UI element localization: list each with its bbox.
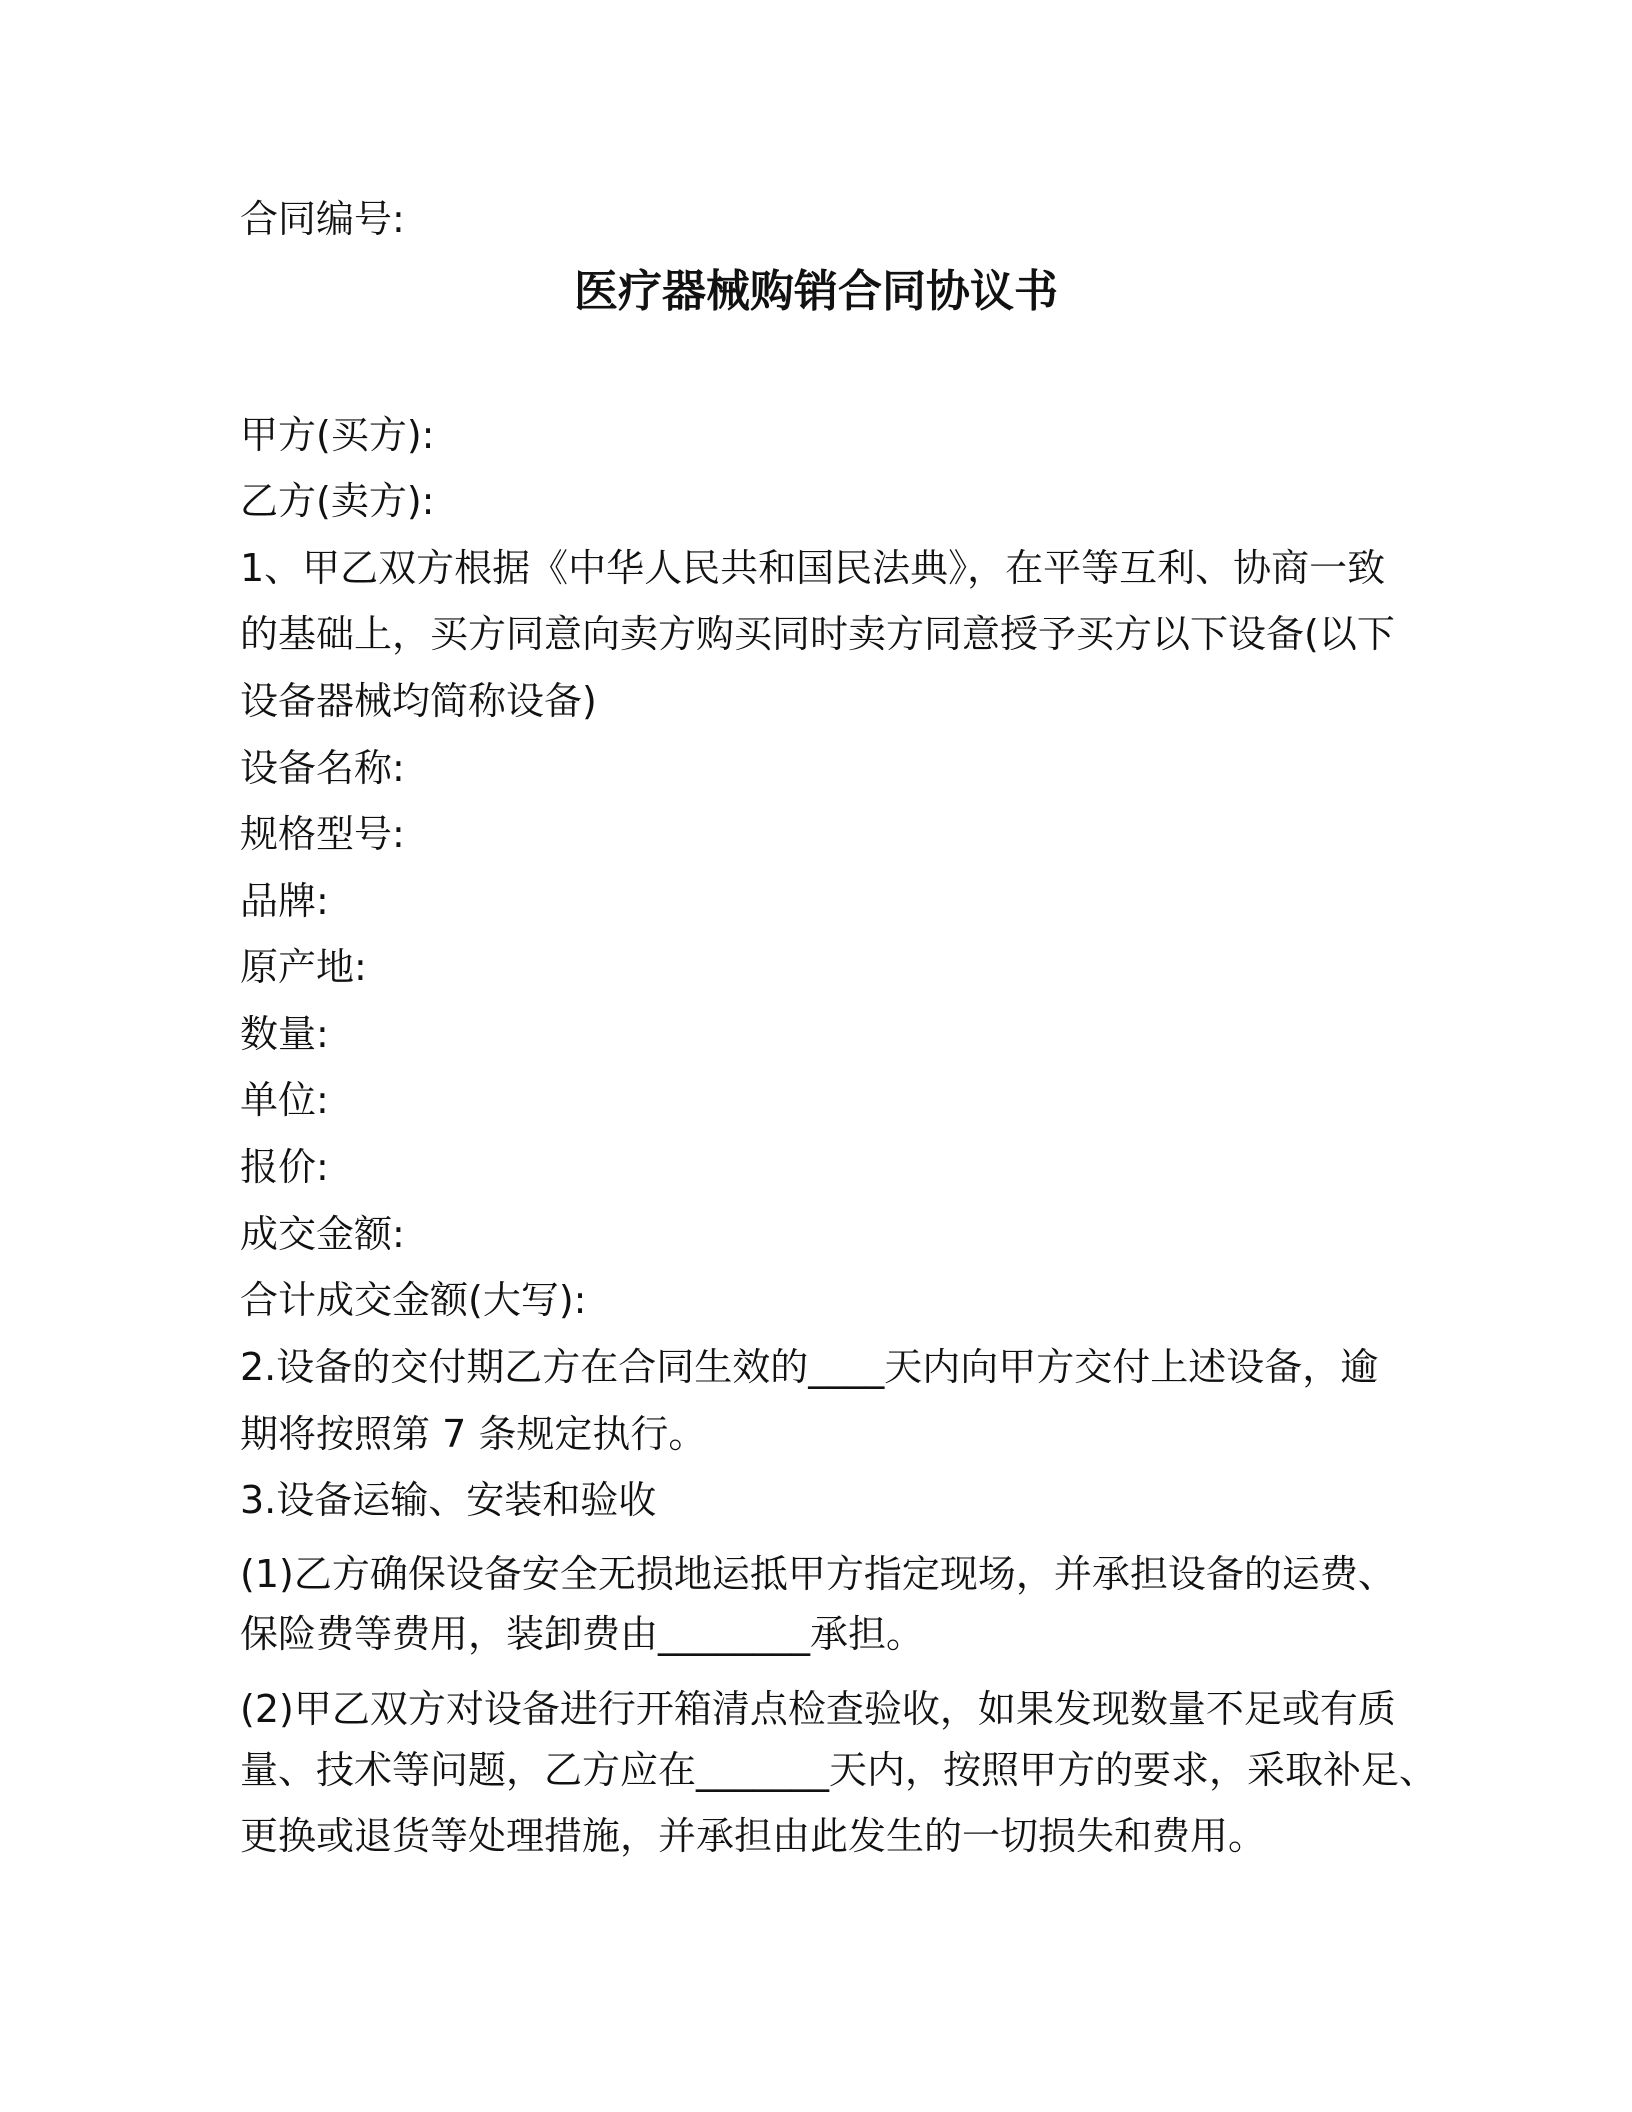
party-b-label: 乙方(卖方): (240, 479, 435, 523)
document-title: 医疗器械购销合同协议书 (574, 266, 1058, 317)
field-spec-model: 规格型号: (240, 812, 405, 856)
field-origin: 原产地: (240, 945, 367, 989)
field-deal-amount: 成交金额: (240, 1212, 405, 1256)
field-brand: 品牌: (240, 879, 329, 923)
field-quantity: 数量: (240, 1012, 329, 1056)
field-unit: 单位: (240, 1078, 329, 1122)
clause3-2-line: 量、技术等问题，乙方应在_______天内，按照甲方的要求，采取补足、 (240, 1748, 1438, 1792)
party-a-label: 甲方(买方): (240, 413, 435, 457)
clause1-line: 的基础上，买方同意向卖方购买同时卖方同意授予买方以下设备(以下 (240, 612, 1395, 656)
clause1-line: 1、甲乙双方根据《中华人民共和国民法典》，在平等互利、协商一致 (240, 546, 1386, 590)
clause3-1-line: (1)乙方确保设备安全无损地运抵甲方指定现场，并承担设备的运费、 (240, 1552, 1396, 1596)
clause1-line: 设备器械均简称设备) (240, 679, 597, 723)
field-device-name: 设备名称: (240, 746, 405, 790)
clause2-line: 2.设备的交付期乙方在合同生效的____天内向甲方交付上述设备，逾 (240, 1345, 1379, 1389)
field-quote: 报价: (240, 1145, 329, 1189)
clause3-2-line: (2)甲乙双方对设备进行开箱清点检查验收，如果发现数量不足或有质 (240, 1687, 1396, 1731)
clause3-title: 3.设备运输、安装和验收 (240, 1478, 657, 1522)
clause2-line: 期将按照第 7 条规定执行。 (240, 1412, 707, 1456)
clause3-1-line: 保险费等费用，装卸费由________承担。 (240, 1612, 925, 1656)
field-total-amount-upper: 合计成交金额(大写): (240, 1278, 587, 1322)
contract-number-label: 合同编号: (240, 197, 405, 241)
clause3-2-line: 更换或退货等处理措施，并承担由此发生的一切损失和费用。 (240, 1814, 1267, 1858)
